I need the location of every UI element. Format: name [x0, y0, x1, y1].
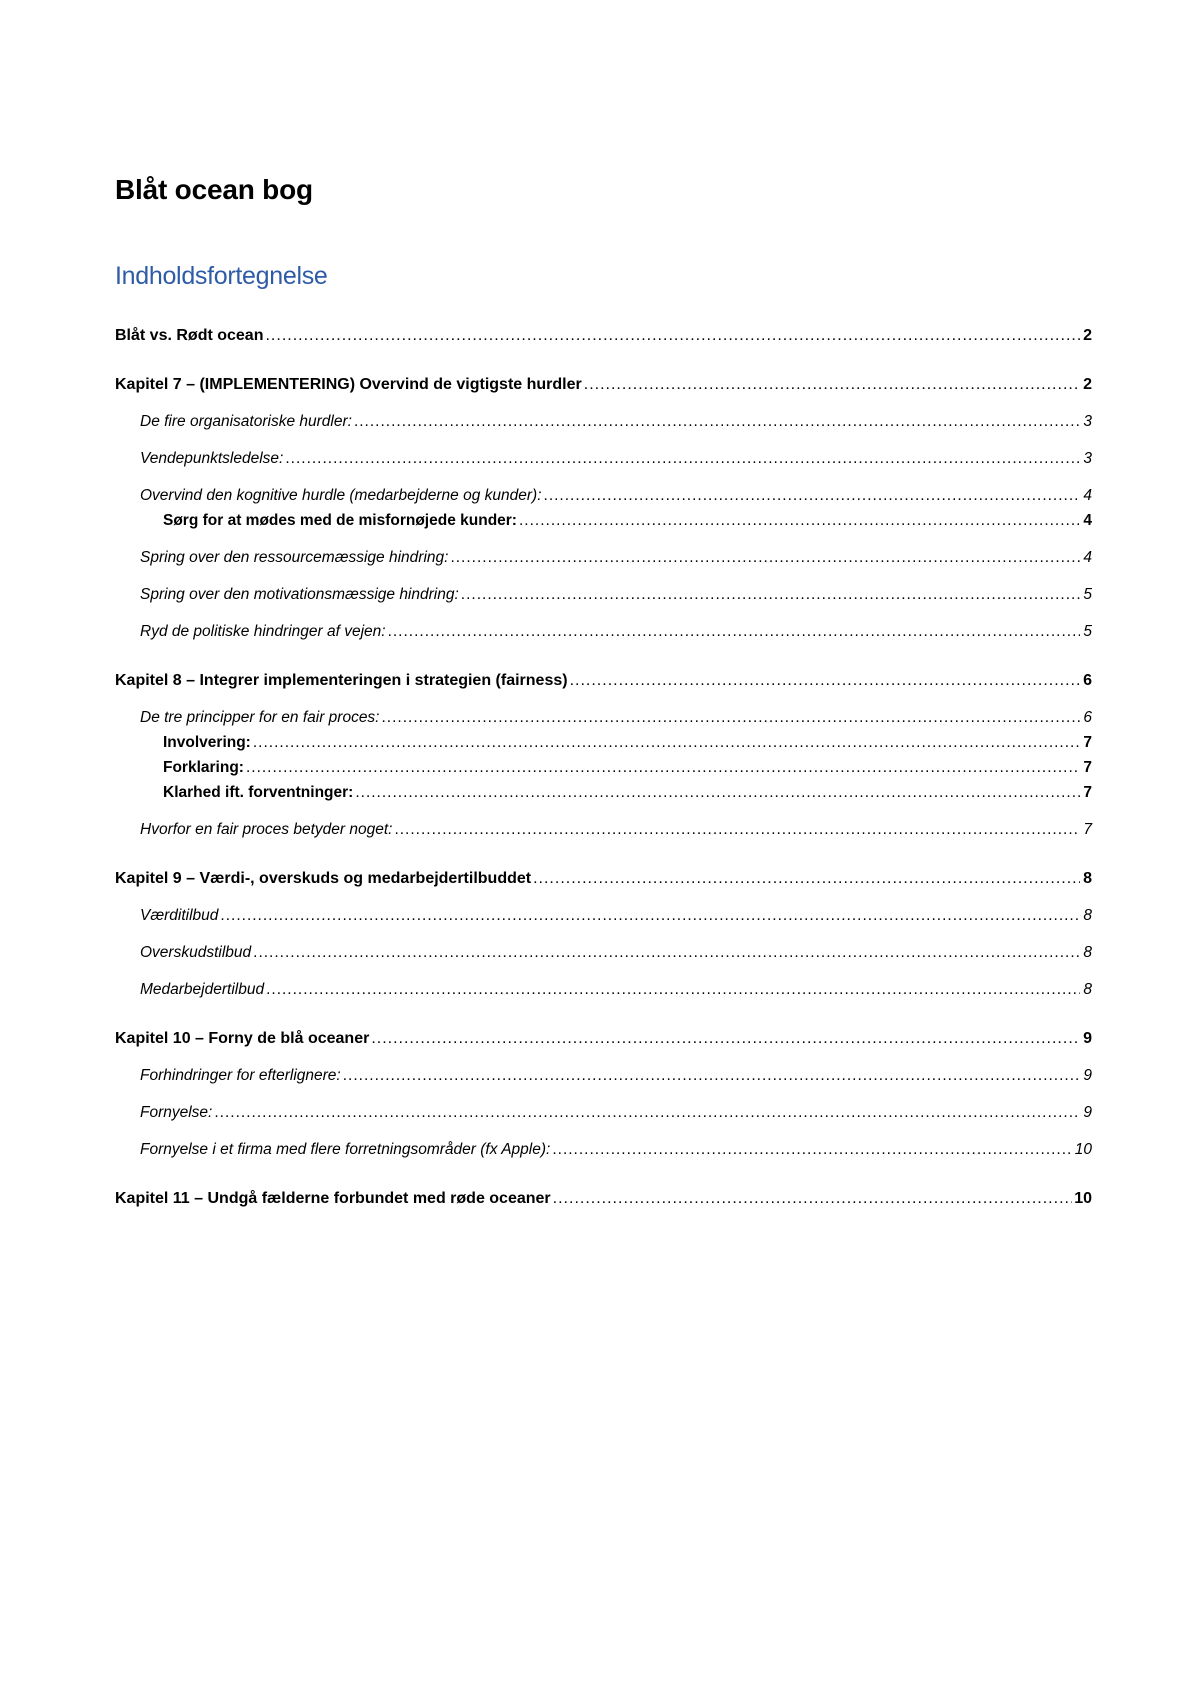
toc-page-number: 2: [1083, 327, 1092, 344]
toc-leader: [461, 585, 1080, 605]
toc-page-number: 8: [1083, 870, 1092, 887]
toc-leader: [450, 548, 1080, 568]
toc-entry-text: De fire organisatoriske hurdler:: [140, 413, 352, 430]
toc-entry[interactable]: [115, 375, 1092, 395]
toc-entry-text: Overskudstilbud: [140, 944, 252, 961]
toc-leader: [253, 943, 1080, 963]
toc-entry[interactable]: [115, 1029, 1092, 1049]
toc-entry-text: Kapitel 11 – Undgå fælderne forbundet med røde oceaner: [115, 1190, 551, 1207]
toc-leader: [519, 511, 1080, 531]
toc-entry-text: Spring over den motivationsmæssige hindring:: [140, 586, 459, 603]
toc-entry[interactable]: [140, 1140, 1092, 1160]
toc-entry[interactable]: [115, 1189, 1092, 1209]
toc-leader: [533, 869, 1080, 889]
toc-entry[interactable]: [140, 622, 1092, 642]
toc-entry-text: Involvering:: [163, 734, 251, 751]
toc-page-number: 8: [1083, 944, 1092, 961]
toc-entry-text: De tre principper for en fair proces:: [140, 709, 380, 726]
toc-leader: [246, 758, 1080, 778]
toc-entry-text: Hvorfor en fair proces betyder noget:: [140, 821, 393, 838]
toc-page-number: 9: [1083, 1067, 1092, 1084]
toc-leader: [394, 820, 1080, 840]
toc-leader: [253, 733, 1080, 753]
toc-entry-text: Spring over den ressourcemæssige hindring:: [140, 549, 449, 566]
toc-entry-text: Sørg for at mødes med de misfornøjede kunder:: [163, 512, 517, 529]
toc-entry-text: Overvind den kognitive hurdle (medarbejderne og kunder):: [140, 487, 542, 504]
toc-entry-text: Klarhed ift. forventninger:: [163, 784, 354, 801]
toc-entry-text: Kapitel 10 – Forny de blå oceaner: [115, 1030, 370, 1047]
toc-entry[interactable]: [115, 869, 1092, 889]
toc-page-number: 9: [1083, 1030, 1092, 1047]
toc-leader: [285, 449, 1080, 469]
toc-entry[interactable]: [115, 326, 1092, 346]
toc-leader: [220, 906, 1080, 926]
toc-leader: [355, 783, 1080, 803]
toc-entry[interactable]: [115, 671, 1092, 691]
toc-entry[interactable]: [140, 820, 1092, 840]
toc-entry[interactable]: [140, 585, 1092, 605]
toc-leader: [371, 1029, 1080, 1049]
toc-leader: [382, 708, 1081, 728]
toc-page-number: 5: [1083, 623, 1092, 640]
toc-entry-text: Vendepunktsledelse:: [140, 450, 284, 467]
toc-entry[interactable]: [140, 449, 1092, 469]
toc-entry[interactable]: [163, 733, 1092, 753]
document-title: Blåt ocean bog: [115, 174, 313, 205]
toc-entry[interactable]: [163, 758, 1092, 778]
toc-entry[interactable]: [140, 486, 1092, 506]
toc-entry-text: Kapitel 8 – Integrer implementeringen i strategien (fairness): [115, 672, 568, 689]
toc-page-number: 4: [1083, 487, 1092, 504]
toc-page-number: 6: [1083, 709, 1092, 726]
toc-entry-text: Ryd de politiske hindringer af vejen:: [140, 623, 386, 640]
toc-entry[interactable]: [140, 1103, 1092, 1123]
toc-entry[interactable]: [140, 708, 1092, 728]
toc-entry-text: Fornyelse i et firma med flere forretningsområder (fx Apple):: [140, 1141, 551, 1158]
toc-page-number: 3: [1083, 450, 1092, 467]
toc-entry[interactable]: [140, 906, 1092, 926]
toc-leader: [552, 1140, 1072, 1160]
toc-page-number: 8: [1083, 907, 1092, 924]
toc-page-number: 7: [1083, 784, 1092, 801]
toc-entry[interactable]: [140, 412, 1092, 432]
toc-leader: [544, 486, 1080, 506]
toc-page-number: 10: [1074, 1141, 1092, 1158]
toc-page-number: 4: [1083, 549, 1092, 566]
toc-page-number: 7: [1083, 821, 1092, 838]
toc-entry[interactable]: [140, 943, 1092, 963]
toc-entry[interactable]: [163, 783, 1092, 803]
toc-entry[interactable]: [163, 511, 1092, 531]
toc-leader: [553, 1189, 1073, 1209]
toc-entry-text: Forhindringer for efterlignere:: [140, 1067, 341, 1084]
toc-entry[interactable]: [140, 1066, 1092, 1086]
toc-page-number: 10: [1074, 1190, 1092, 1207]
toc-page-number: 8: [1083, 981, 1092, 998]
toc-leader: [343, 1066, 1080, 1086]
toc-leader: [214, 1103, 1080, 1123]
toc-entry-text: Kapitel 7 – (IMPLEMENTERING) Overvind de vigtigste hurdler: [115, 376, 582, 393]
toc-page-number: 2: [1083, 376, 1092, 393]
toc-heading: Indholdsfortegnelse: [115, 262, 328, 290]
toc-leader: [584, 375, 1080, 395]
toc-page-number: 4: [1083, 512, 1092, 529]
toc-leader: [388, 622, 1080, 642]
toc-entry[interactable]: [140, 980, 1092, 1000]
toc-leader: [265, 326, 1080, 346]
toc-page-number: 6: [1083, 672, 1092, 689]
toc-entry-text: Blåt vs. Rødt ocean: [115, 327, 264, 344]
toc-page-number: 7: [1083, 759, 1092, 776]
toc-page-number: 3: [1083, 413, 1092, 430]
toc-entry-text: Medarbejdertilbud: [140, 981, 265, 998]
toc-leader: [354, 412, 1080, 432]
toc-entry-text: Fornyelse:: [140, 1104, 213, 1121]
toc-leader: [570, 671, 1080, 691]
toc-entry-text: Værditilbud: [140, 907, 219, 924]
toc-page-number: 5: [1083, 586, 1092, 603]
toc-page-number: 9: [1083, 1104, 1092, 1121]
toc-entry-text: Forklaring:: [163, 759, 244, 776]
toc-entry[interactable]: [140, 548, 1092, 568]
toc-leader: [266, 980, 1080, 1000]
toc-entry-text: Kapitel 9 – Værdi-, overskuds og medarbejdertilbuddet: [115, 870, 532, 887]
toc-page-number: 7: [1083, 734, 1092, 751]
